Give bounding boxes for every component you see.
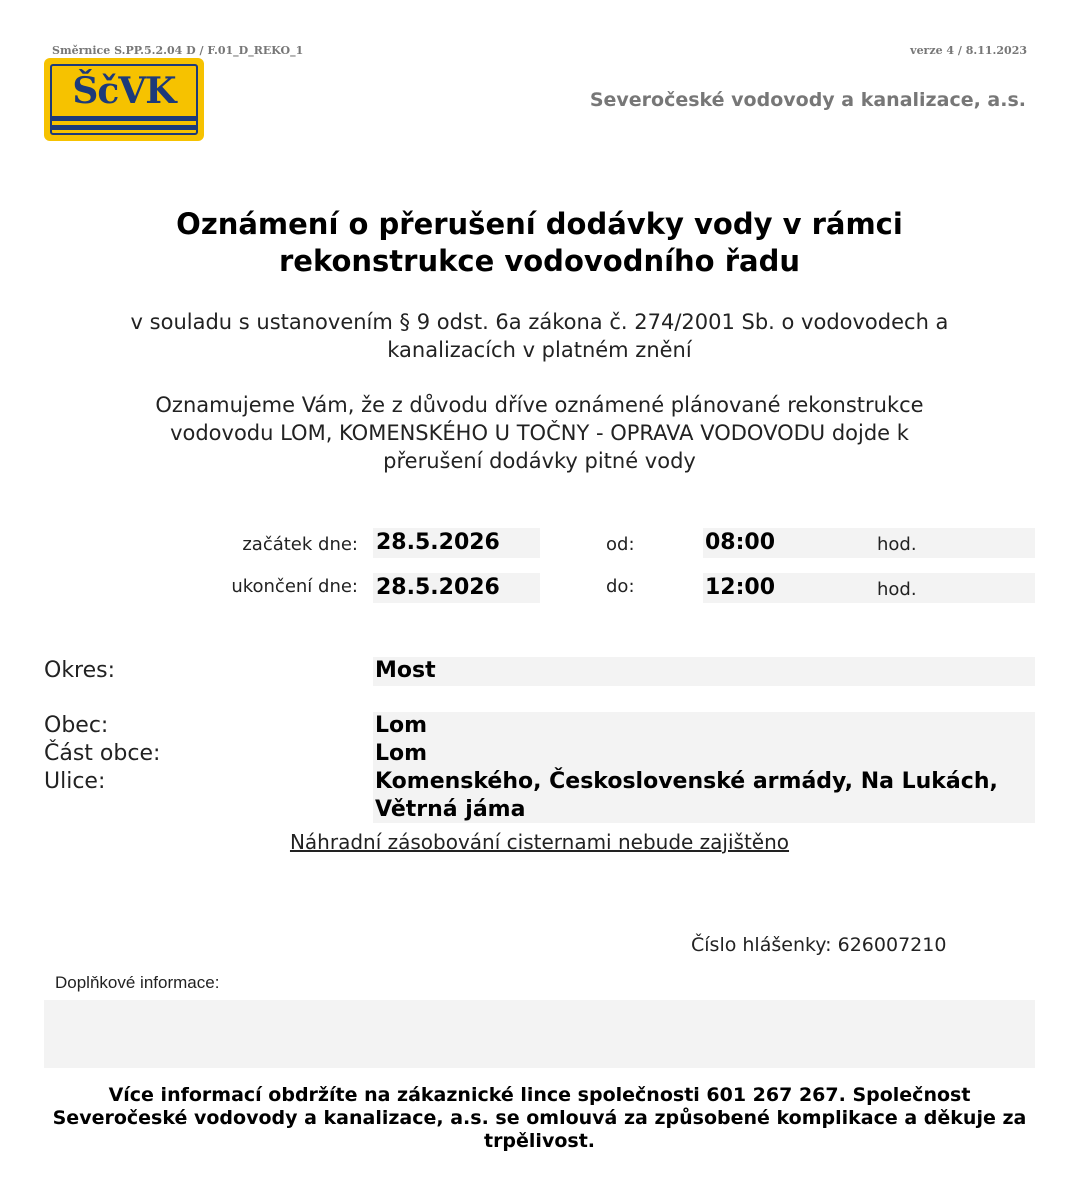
end-date-label: ukončení dne:	[231, 576, 358, 597]
footer-contact	[44, 1084, 1035, 1153]
end-time-value: 12:00	[705, 575, 776, 600]
district-label: Okres:	[44, 658, 116, 683]
from-label: od:	[606, 534, 635, 555]
municipality-value: Lom	[375, 713, 428, 738]
district-field	[373, 657, 1035, 686]
end-hour-unit: hod.	[877, 579, 917, 600]
notice-line-2: vodovodu LOM, KOMENSKÉHO U TOČNY - OPRAVA VODOVODU dojde k	[170, 421, 909, 445]
page-title	[0, 206, 1079, 280]
end-time-field	[703, 573, 1035, 603]
notice-line-3: přerušení dodávky pitné vody	[383, 449, 696, 473]
report-number-value: 626007210	[837, 934, 947, 956]
company-name: Severočeské vodovody a kanalizace, a.s.	[589, 89, 1026, 111]
notice-line-1: Oznamujeme Vám, že z důvodu dříve oznámené plánované rekonstrukce	[155, 393, 924, 417]
title-line-1: Oznámení o přerušení dodávky vody v rámci	[176, 207, 903, 241]
start-hour-unit: hod.	[877, 534, 917, 555]
footer-line-2: Severočeské vodovody a kanalizace, a.s. se omlouvá za způsobené komplikace a děkuje za	[52, 1107, 1027, 1129]
notice-text	[0, 391, 1079, 475]
company-logo	[44, 58, 204, 141]
end-date-field	[373, 573, 540, 603]
start-time-value: 08:00	[705, 530, 776, 555]
logo-text: ŠčVK	[72, 70, 176, 112]
title-line-2: rekonstrukce vodovodního řadu	[279, 244, 800, 278]
district-value: Most	[375, 658, 436, 683]
directive-code: Směrnice S.PP.5.2.04 D / F.01_D_REKO_1	[52, 44, 304, 57]
address-labels	[44, 712, 160, 796]
municipality-label: Obec:	[44, 713, 109, 738]
start-time-field	[703, 528, 1035, 558]
street-label: Ulice:	[44, 769, 106, 794]
additional-info-label: Doplňkové informace:	[55, 973, 220, 992]
streets-line-1: Komenského, Československé armády, Na Lukách,	[375, 769, 998, 794]
part-label: Část obce:	[44, 741, 161, 766]
additional-info-box	[44, 1000, 1035, 1068]
start-date-label: začátek dne:	[242, 534, 358, 555]
start-date-value: 28.5.2026	[376, 530, 500, 555]
report-number	[691, 934, 946, 956]
address-field	[373, 712, 1035, 823]
law-line-1: v souladu s ustanovením § 9 odst. 6a zákona č. 274/2001 Sb. o vodovodech a	[130, 310, 949, 334]
to-label: do:	[606, 576, 635, 597]
footer-line-1: Více informací obdržíte na zákaznické lince společnosti 601 267 267. Společnost	[108, 1084, 971, 1106]
streets-line-2: Větrná jáma	[375, 797, 526, 822]
end-date-value: 28.5.2026	[376, 575, 500, 600]
footer-line-3: trpělivost.	[483, 1130, 595, 1152]
law-reference	[0, 308, 1079, 364]
part-value: Lom	[375, 741, 428, 766]
substitute-supply-note: Náhradní zásobování cisternami nebude zajištěno	[289, 830, 790, 854]
law-line-2: kanalizacích v platném znění	[387, 338, 692, 362]
version-info: verze 4 / 8.11.2023	[910, 44, 1027, 57]
report-number-label: Číslo hlášenky:	[691, 934, 832, 956]
start-date-field	[373, 528, 540, 558]
